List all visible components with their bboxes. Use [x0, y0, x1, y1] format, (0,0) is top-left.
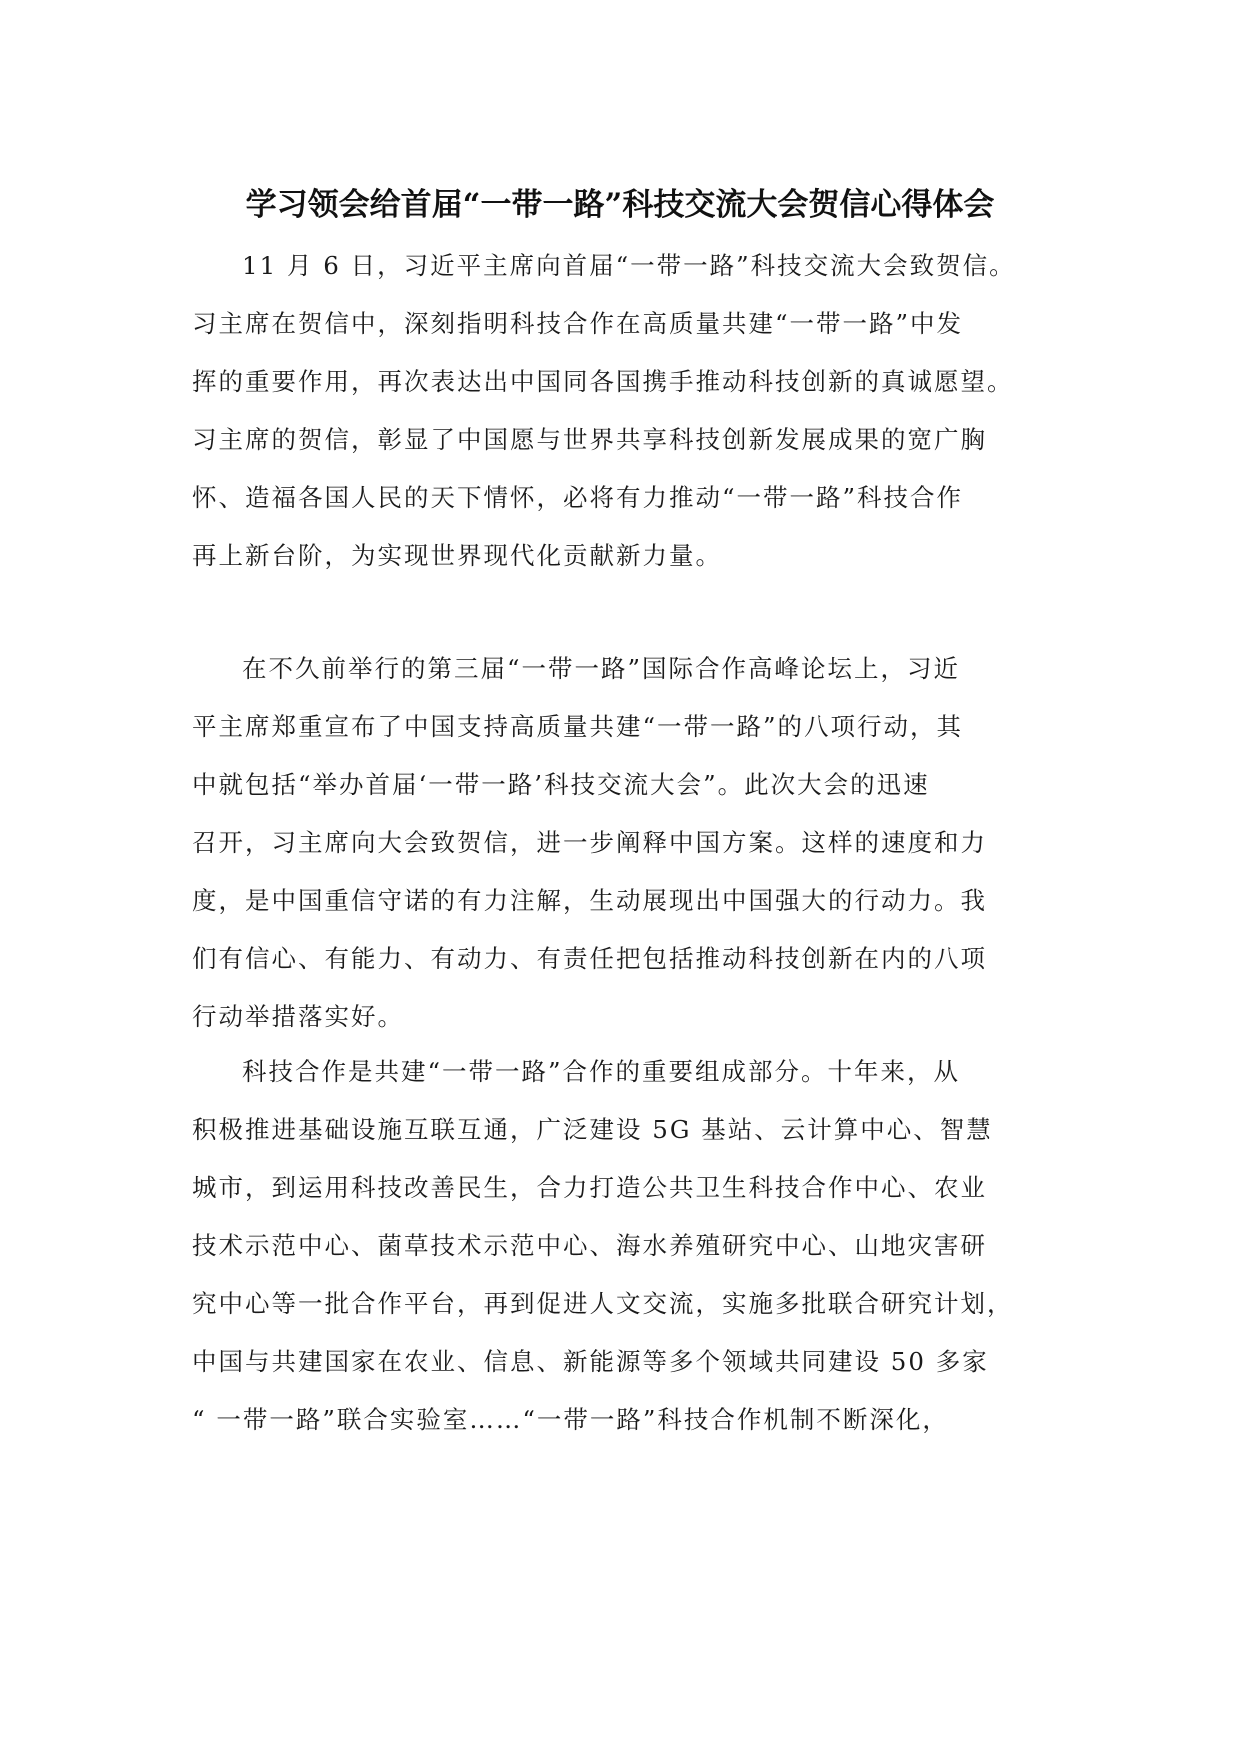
- text-line: 中国与共建国家在农业、信息、新能源等多个领域共同建设 50 多家: [192, 1347, 989, 1376]
- document-title: 学习领会给首届“一带一路”科技交流大会贺信心得体会: [245, 187, 995, 223]
- text-line: 中就包括“举办首届‘一带一路’科技交流大会”。此次大会的迅速: [192, 770, 930, 799]
- text-line: 度，是中国重信守诺的有力注解，生动展现出中国强大的行动力。我: [192, 886, 987, 915]
- text-line: 挥的重要作用，再次表达出中国同各国携手推动科技创新的真诚愿望。: [192, 367, 1014, 396]
- text-line: 科技合作是共建“一带一路”合作的重要组成部分。十年来，从: [242, 1057, 961, 1086]
- text-line: “ 一带一路”联合实验室……“一带一路”科技合作机制不断深化，: [192, 1405, 949, 1434]
- paragraph-3: [192, 1043, 1060, 1449]
- text-line: 技术示范中心、菌草技术示范中心、海水养殖研究中心、山地灾害研: [192, 1231, 987, 1260]
- text-line: 11 月 6 日，习近平主席向首届“一带一路”科技交流大会致贺信。: [242, 251, 1016, 280]
- paragraph-1: [192, 237, 1060, 585]
- text-line: 城市，到运用科技改善民生，合力打造公共卫生科技合作中心、农业: [192, 1173, 987, 1202]
- text-line: 习主席在贺信中，深刻指明科技合作在高质量共建“一带一路”中发: [192, 309, 964, 338]
- text-line: 行动举措落实好。: [192, 1002, 404, 1031]
- text-line: 们有信心、有能力、有动力、有责任把包括推动科技创新在内的八项: [192, 944, 987, 973]
- text-line: 再上新台阶，为实现世界现代化贡献新力量。: [192, 541, 722, 570]
- text-line: 究中心等一批合作平台，再到促进人文交流，实施多批联合研究计划，: [192, 1289, 1014, 1318]
- text-line: 怀、造福各国人民的天下情怀，必将有力推动“一带一路”科技合作: [192, 483, 964, 512]
- text-line: 在不久前举行的第三届“一带一路”国际合作高峰论坛上，习近: [242, 654, 961, 683]
- text-line: 习主席的贺信，彰显了中国愿与世界共享科技创新发展成果的宽广胸: [192, 425, 987, 454]
- paragraph-2: [192, 640, 1060, 1046]
- text-line: 召开，习主席向大会致贺信，进一步阐释中国方案。这样的速度和力: [192, 828, 987, 857]
- text-line: 积极推进基础设施互联互通，广泛建设 5G 基站、云计算中心、智慧: [192, 1115, 993, 1144]
- text-line: 平主席郑重宣布了中国支持高质量共建“一带一路”的八项行动，其: [192, 712, 964, 741]
